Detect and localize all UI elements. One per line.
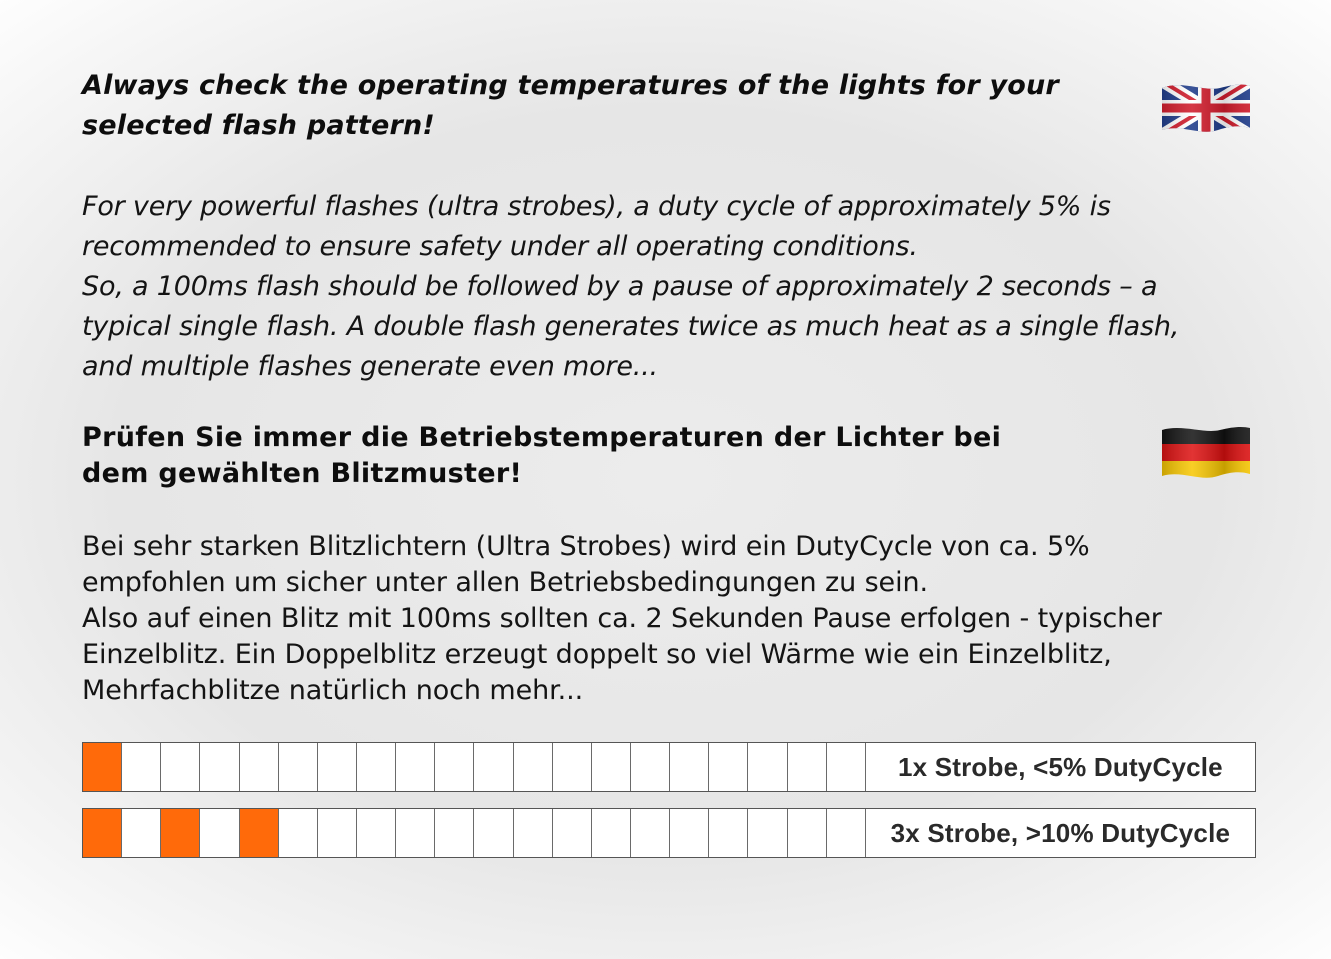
german-line-5: Mehrfachblitze natürlich noch mehr... xyxy=(82,675,584,706)
german-flag-icon xyxy=(1160,424,1252,480)
flash-cell-off xyxy=(553,809,592,857)
flash-cell-off xyxy=(396,743,435,791)
flash-cell-on xyxy=(83,743,122,791)
english-heading xyxy=(82,66,1122,146)
flash-cell-off xyxy=(279,743,318,791)
flash-cell-off xyxy=(631,809,670,857)
flash-cell-off xyxy=(748,743,787,791)
flash-cell-off xyxy=(396,809,435,857)
english-line-3: So, a 100ms flash should be followed by a pause of approximately 2 seconds – a xyxy=(82,271,1158,302)
flash-cell-off xyxy=(592,743,631,791)
flash-cell-on xyxy=(240,809,279,857)
flash-cell-off xyxy=(709,809,748,857)
english-line-4: typical single flash. A double flash generates twice as much heat as a single flash, xyxy=(82,311,1180,342)
flash-cell-off xyxy=(357,809,396,857)
flash-cell-off xyxy=(474,809,513,857)
flash-cell-off xyxy=(200,809,239,857)
flash-cell-on xyxy=(83,809,122,857)
flash-cell-off xyxy=(240,743,279,791)
german-line-4: Einzelblitz. Ein Doppelblitz erzeugt doppelt so viel Wärme wie ein Einzelblitz, xyxy=(82,639,1112,670)
flash-cell-off xyxy=(435,809,474,857)
flash-cell-off xyxy=(161,743,200,791)
flash-cell-off xyxy=(748,809,787,857)
flash-cell-off xyxy=(474,743,513,791)
english-heading-line-1: Always check the operating temperatures of the lights for your xyxy=(82,70,1059,101)
flash-cell-off xyxy=(553,743,592,791)
german-paragraph xyxy=(82,529,1262,709)
german-line-1: Bei sehr starken Blitzlichtern (Ultra Strobes) wird ein DutyCycle von ca. 5% xyxy=(82,531,1090,562)
flash-cell-off xyxy=(514,809,553,857)
english-line-5: and multiple flashes generate even more... xyxy=(82,351,658,382)
flash-cell-off xyxy=(122,809,161,857)
flash-cell-off xyxy=(122,743,161,791)
flash-cell-off xyxy=(357,743,396,791)
english-paragraph xyxy=(82,187,1262,387)
flash-cell-off xyxy=(279,809,318,857)
flash-cell-on xyxy=(161,809,200,857)
flash-cell-off xyxy=(318,743,357,791)
pattern-label: 3x Strobe, >10% DutyCycle xyxy=(890,817,1231,848)
flash-cell-off xyxy=(827,743,866,791)
flash-cell-off xyxy=(631,743,670,791)
english-line-1: For very powerful flashes (ultra strobes), a duty cycle of approximately 5% is xyxy=(82,191,1111,222)
flash-cell-off xyxy=(435,743,474,791)
german-heading-line-2: dem gewählten Blitzmuster! xyxy=(82,458,523,489)
pattern-label: 1x Strobe, <5% DutyCycle xyxy=(897,751,1223,782)
flash-pattern-triple xyxy=(82,808,1256,858)
german-heading-line-1: Prüfen Sie immer die Betriebstemperaturen der Lichter bei xyxy=(82,422,1002,453)
english-line-2: recommended to ensure safety under all operating conditions. xyxy=(82,231,918,262)
flash-cell-off xyxy=(788,809,827,857)
flash-cell-off xyxy=(788,743,827,791)
german-heading xyxy=(82,420,1122,492)
english-heading-line-2: selected flash pattern! xyxy=(82,110,435,141)
german-line-3: Also auf einen Blitz mit 100ms sollten ca. 2 Sekunden Pause erfolgen - typischer xyxy=(82,603,1162,634)
flash-cell-off xyxy=(514,743,553,791)
flash-cell-off xyxy=(200,743,239,791)
flash-pattern-single xyxy=(82,742,1256,792)
flash-cell-off xyxy=(827,809,866,857)
flash-cell-off xyxy=(709,743,748,791)
german-line-2: empfohlen um sicher unter allen Betriebsbedingungen zu sein. xyxy=(82,567,928,598)
flash-cell-off xyxy=(318,809,357,857)
uk-flag-icon xyxy=(1160,80,1252,136)
flash-cell-off xyxy=(670,743,709,791)
flash-cell-off xyxy=(670,809,709,857)
flash-cell-off xyxy=(592,809,631,857)
